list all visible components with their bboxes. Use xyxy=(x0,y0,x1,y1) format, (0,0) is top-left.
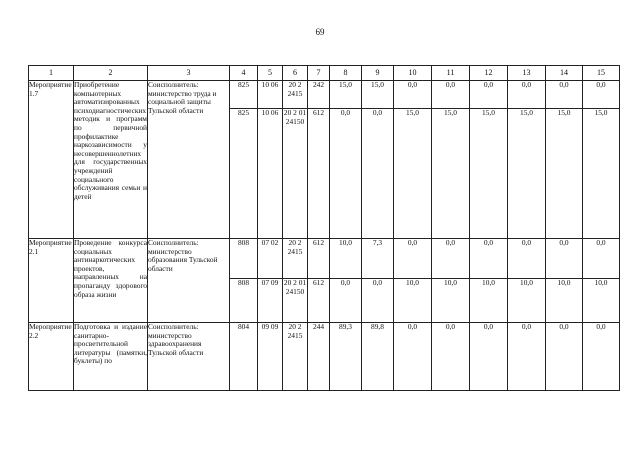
value-cell: 10,0 xyxy=(394,279,432,323)
header-cell: 2 xyxy=(74,66,148,81)
value-cell: 10,0 xyxy=(583,279,620,323)
value-cell: 89,3 xyxy=(330,323,362,391)
value-cell: 15,0 xyxy=(508,109,546,239)
value-cell: 89,8 xyxy=(362,323,394,391)
header-cell: 15 xyxy=(583,66,620,81)
value-cell: 242 xyxy=(308,81,330,109)
value-cell: 0,0 xyxy=(432,323,470,391)
value-cell: 10 06 xyxy=(258,109,283,239)
header-cell: 13 xyxy=(508,66,546,81)
value-cell: 10 06 xyxy=(258,81,283,109)
value-cell: 0,0 xyxy=(394,81,432,109)
value-cell: 825 xyxy=(230,109,258,239)
value-cell: 07 09 xyxy=(258,279,283,323)
measure-cell: Мероприятие 2.1 xyxy=(29,239,74,323)
header-cell: 9 xyxy=(362,66,394,81)
table-row xyxy=(29,239,620,279)
value-cell: 612 xyxy=(308,109,330,239)
value-cell: 15,0 xyxy=(362,81,394,109)
header-cell: 7 xyxy=(308,66,330,81)
value-cell: 0,0 xyxy=(583,81,620,109)
value-cell: 0,0 xyxy=(330,279,362,323)
value-cell: 15,0 xyxy=(330,81,362,109)
value-cell: 612 xyxy=(308,239,330,279)
measure-cell: Мероприятие 1.7 xyxy=(29,81,74,239)
description-cell: Подготовка и издание санитарно-просветительной литературы (памятки, буклеты) по xyxy=(74,323,148,391)
description-cell: Проведение конкурса социальных антинаркотических проектов, направленных на пропаганду здорового образа жизни xyxy=(74,239,148,323)
value-cell: 07 02 xyxy=(258,239,283,279)
value-cell: 0,0 xyxy=(362,109,394,239)
header-cell: 3 xyxy=(148,66,230,81)
value-cell: 0,0 xyxy=(330,109,362,239)
value-cell: 20 2 01 24150 xyxy=(283,279,308,323)
value-cell: 20 2 01 24150 xyxy=(283,109,308,239)
value-cell: 808 xyxy=(230,279,258,323)
value-cell: 10,0 xyxy=(508,279,546,323)
value-cell: 0,0 xyxy=(546,323,583,391)
budget-table xyxy=(28,65,620,391)
header-cell: 10 xyxy=(394,66,432,81)
header-cell: 1 xyxy=(29,66,74,81)
value-cell: 0,0 xyxy=(470,81,508,109)
value-cell: 0,0 xyxy=(546,239,583,279)
value-cell: 09 09 xyxy=(258,323,283,391)
table-row xyxy=(29,81,620,109)
header-cell: 11 xyxy=(432,66,470,81)
value-cell: 0,0 xyxy=(394,323,432,391)
value-cell: 20 2 2415 xyxy=(283,239,308,279)
value-cell: 612 xyxy=(308,279,330,323)
value-cell: 0,0 xyxy=(362,279,394,323)
value-cell: 0,0 xyxy=(583,239,620,279)
value-cell: 10,0 xyxy=(330,239,362,279)
value-cell: 0,0 xyxy=(394,239,432,279)
value-cell: 0,0 xyxy=(508,323,546,391)
value-cell: 15,0 xyxy=(432,109,470,239)
executor-cell: Соисполнитель: министерство образования Тульской области xyxy=(148,239,230,323)
value-cell: 804 xyxy=(230,323,258,391)
value-cell: 0,0 xyxy=(470,323,508,391)
header-cell: 6 xyxy=(283,66,308,81)
header-cell: 14 xyxy=(546,66,583,81)
value-cell: 0,0 xyxy=(546,81,583,109)
column-number-row xyxy=(29,66,620,81)
executor-cell: Соисполнитель: министерство здравоохранения Тульской области xyxy=(148,323,230,391)
value-cell: 15,0 xyxy=(546,109,583,239)
value-cell: 0,0 xyxy=(432,81,470,109)
value-cell: 0,0 xyxy=(583,323,620,391)
value-cell: 244 xyxy=(308,323,330,391)
value-cell: 0,0 xyxy=(508,81,546,109)
value-cell: 10,0 xyxy=(546,279,583,323)
value-cell: 15,0 xyxy=(470,109,508,239)
value-cell: 15,0 xyxy=(583,109,620,239)
value-cell: 20 2 2415 xyxy=(283,81,308,109)
header-cell: 12 xyxy=(470,66,508,81)
value-cell: 0,0 xyxy=(508,239,546,279)
header-cell: 5 xyxy=(258,66,283,81)
value-cell: 15,0 xyxy=(394,109,432,239)
value-cell: 0,0 xyxy=(432,239,470,279)
executor-cell: Соисполнитель: министерство труда и социальной защиты Тульской области xyxy=(148,81,230,239)
value-cell: 825 xyxy=(230,81,258,109)
table-row xyxy=(29,323,620,391)
header-cell: 4 xyxy=(230,66,258,81)
value-cell: 20 2 2415 xyxy=(283,323,308,391)
header-cell: 8 xyxy=(330,66,362,81)
measure-cell: Мероприятие 2.2 xyxy=(29,323,74,391)
description-cell: Приобретение компьютерных автоматизированных психодиагностических методик и программ по первичной профилактике наркозависимости у несовершеннолетних для государственных учреждений социального обслуживания семьи и детей xyxy=(74,81,148,239)
value-cell: 10,0 xyxy=(470,279,508,323)
value-cell: 808 xyxy=(230,239,258,279)
value-cell: 0,0 xyxy=(470,239,508,279)
page-number: 69 xyxy=(315,27,325,37)
value-cell: 10,0 xyxy=(432,279,470,323)
value-cell: 7,3 xyxy=(362,239,394,279)
